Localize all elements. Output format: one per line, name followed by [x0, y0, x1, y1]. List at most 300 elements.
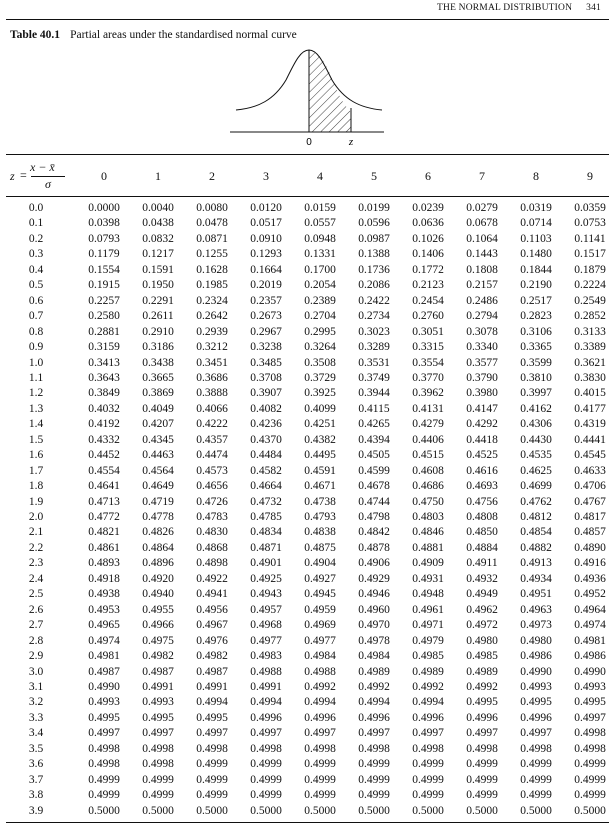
- table-row: [0, 357, 615, 372]
- row-z-value: 1.2: [28, 387, 44, 399]
- area-cell: 0.4394: [358, 434, 390, 446]
- area-cell: 0.1985: [196, 279, 228, 291]
- row-z-value: 3.3: [28, 712, 44, 724]
- area-cell: 0.4971: [412, 619, 444, 631]
- area-cell: 0.4115: [358, 403, 390, 415]
- table-row: [0, 805, 615, 820]
- area-cell: 0.4382: [304, 434, 336, 446]
- area-cell: 0.0987: [358, 233, 390, 245]
- area-cell: 0.4817: [574, 511, 606, 523]
- area-cell: 0.4999: [520, 758, 552, 770]
- area-cell: 0.4994: [196, 696, 228, 708]
- area-cell: 0.4969: [304, 619, 336, 631]
- area-cell: 0.4834: [250, 526, 282, 538]
- area-cell: 0.2852: [574, 310, 606, 322]
- area-cell: 0.1628: [196, 264, 228, 276]
- area-cell: 0.1844: [520, 264, 552, 276]
- table-row: [0, 372, 615, 387]
- area-cell: 0.3577: [466, 357, 498, 369]
- area-cell: 0.4999: [358, 774, 390, 786]
- area-cell: 0.4997: [520, 727, 552, 739]
- area-cell: 0.4934: [520, 573, 552, 585]
- column-header: 1: [155, 169, 161, 183]
- area-cell: 0.4991: [250, 681, 282, 693]
- table-row: [0, 789, 615, 804]
- area-cell: 0.4147: [466, 403, 498, 415]
- bottom-rule: [6, 822, 609, 823]
- area-cell: 0.4991: [142, 681, 174, 693]
- area-cell: 0.3485: [250, 357, 282, 369]
- area-cell: 0.4983: [250, 650, 282, 662]
- row-z-value: 3.2: [28, 696, 44, 708]
- area-cell: 0.4998: [250, 743, 282, 755]
- area-cell: 0.4938: [88, 588, 120, 600]
- table-row: [0, 279, 615, 294]
- column-header: 3: [263, 169, 269, 183]
- area-cell: 0.4932: [466, 573, 498, 585]
- running-head: [437, 3, 601, 13]
- area-cell: 0.2673: [250, 310, 282, 322]
- area-cell: 0.4931: [412, 573, 444, 585]
- formula-numerator: x − x̄: [30, 160, 55, 174]
- area-cell: 0.4918: [88, 573, 120, 585]
- area-cell: 0.2086: [358, 279, 390, 291]
- area-cell: 0.5000: [88, 805, 120, 817]
- area-cell: 0.1808: [466, 264, 498, 276]
- area-cell: 0.4896: [142, 557, 174, 569]
- area-cell: 0.4306: [520, 418, 552, 430]
- area-cell: 0.4641: [88, 480, 120, 492]
- area-cell: 0.4292: [466, 418, 498, 430]
- area-cell: 0.3023: [358, 326, 390, 338]
- area-cell: 0.4916: [574, 557, 606, 569]
- area-cell: 0.4357: [196, 434, 228, 446]
- area-cell: 0.4995: [142, 712, 174, 724]
- area-cell: 0.4854: [520, 526, 552, 538]
- area-cell: 0.2704: [304, 310, 336, 322]
- table-row: [0, 465, 615, 480]
- area-cell: 0.4974: [574, 619, 606, 631]
- area-cell: 0.2549: [574, 295, 606, 307]
- table-row: [0, 588, 615, 603]
- area-cell: 0.0596: [358, 217, 390, 229]
- row-z-value: 0.5: [28, 279, 44, 291]
- area-cell: 0.2389: [304, 295, 336, 307]
- area-cell: 0.4999: [412, 774, 444, 786]
- area-cell: 0.2422: [358, 295, 390, 307]
- row-z-value: 2.6: [28, 604, 44, 616]
- area-cell: 0.3159: [88, 341, 120, 353]
- area-cell: 0.3186: [142, 341, 174, 353]
- table-row: [0, 666, 615, 681]
- area-cell: 0.0398: [88, 217, 120, 229]
- area-cell: 0.4999: [574, 758, 606, 770]
- table-caption: [10, 29, 297, 41]
- area-cell: 0.4982: [142, 650, 174, 662]
- area-cell: 0.4966: [142, 619, 174, 631]
- area-cell: 0.3621: [574, 357, 606, 369]
- area-cell: 0.3849: [88, 387, 120, 399]
- area-cell: 0.4846: [412, 526, 444, 538]
- table-row: [0, 526, 615, 541]
- row-z-value: 1.5: [28, 434, 44, 446]
- table-row: [0, 542, 615, 557]
- table-row: [0, 326, 615, 341]
- area-cell: 0.4826: [142, 526, 174, 538]
- table-caption-label: Table 40.1: [10, 29, 61, 41]
- area-cell: 0.4608: [412, 465, 444, 477]
- table-row: [0, 650, 615, 665]
- area-cell: 0.0080: [196, 202, 228, 214]
- table-row: [0, 681, 615, 696]
- area-cell: 0.1255: [196, 248, 228, 260]
- area-cell: 0.4699: [520, 480, 552, 492]
- area-cell: 0.4767: [574, 496, 606, 508]
- area-cell: 0.1879: [574, 264, 606, 276]
- area-cell: 0.4505: [358, 449, 390, 461]
- area-cell: 0.4545: [574, 449, 606, 461]
- area-cell: 0.4952: [574, 588, 606, 600]
- area-cell: 0.4994: [412, 696, 444, 708]
- area-cell: 0.4995: [196, 712, 228, 724]
- area-cell: 0.4808: [466, 511, 498, 523]
- area-cell: 0.4993: [520, 681, 552, 693]
- area-cell: 0.4726: [196, 496, 228, 508]
- area-cell: 0.4452: [88, 449, 120, 461]
- z-axis-label: z: [348, 136, 354, 148]
- area-cell: 0.0517: [250, 217, 282, 229]
- area-cell: 0.4976: [196, 635, 228, 647]
- area-cell: 0.2054: [304, 279, 336, 291]
- area-cell: 0.4987: [88, 666, 120, 678]
- area-cell: 0.1772: [412, 264, 444, 276]
- area-cell: 0.4599: [358, 465, 390, 477]
- area-cell: 0.4990: [520, 666, 552, 678]
- column-header: 4: [317, 169, 323, 183]
- area-cell: 0.4999: [304, 789, 336, 801]
- row-z-value: 3.9: [28, 805, 44, 817]
- area-cell: 0.4803: [412, 511, 444, 523]
- row-z-value: 0.2: [28, 233, 44, 245]
- area-cell: 0.3438: [142, 357, 174, 369]
- column-header: 8: [533, 169, 539, 183]
- area-cell: 0.4974: [88, 635, 120, 647]
- area-cell: 0.4904: [304, 557, 336, 569]
- area-cell: 0.4515: [412, 449, 444, 461]
- table-row: [0, 264, 615, 279]
- area-cell: 0.0714: [520, 217, 552, 229]
- area-cell: 0.4616: [466, 465, 498, 477]
- table-row: [0, 573, 615, 588]
- area-cell: 0.4222: [196, 418, 228, 430]
- area-cell: 0.4996: [466, 712, 498, 724]
- area-cell: 0.4981: [574, 635, 606, 647]
- area-cell: 0.4963: [520, 604, 552, 616]
- area-cell: 0.4985: [412, 650, 444, 662]
- area-cell: 0.0199: [358, 202, 390, 214]
- area-cell: 0.5000: [304, 805, 336, 817]
- area-cell: 0.4772: [88, 511, 120, 523]
- area-cell: 0.3106: [520, 326, 552, 338]
- table-row: [0, 696, 615, 711]
- area-cell: 0.1103: [520, 233, 552, 245]
- column-header: 5: [371, 169, 377, 183]
- area-cell: 0.3749: [358, 372, 390, 384]
- area-cell: 0.4732: [250, 496, 282, 508]
- area-cell: 0.4236: [250, 418, 282, 430]
- area-cell: 0.5000: [358, 805, 390, 817]
- area-cell: 0.4693: [466, 480, 498, 492]
- z-formula: [8, 160, 66, 192]
- area-cell: 0.4999: [520, 789, 552, 801]
- area-cell: 0.4992: [412, 681, 444, 693]
- area-cell: 0.4582: [250, 465, 282, 477]
- area-cell: 0.4999: [412, 789, 444, 801]
- area-cell: 0.2995: [304, 326, 336, 338]
- area-cell: 0.4995: [88, 712, 120, 724]
- area-cell: 0.4591: [304, 465, 336, 477]
- area-cell: 0.1026: [412, 233, 444, 245]
- area-cell: 0.4656: [196, 480, 228, 492]
- area-cell: 0.0948: [304, 233, 336, 245]
- area-cell: 0.2324: [196, 295, 228, 307]
- area-cell: 0.3599: [520, 357, 552, 369]
- area-cell: 0.2454: [412, 295, 444, 307]
- area-cell: 0.4535: [520, 449, 552, 461]
- area-cell: 0.4625: [520, 465, 552, 477]
- area-cell: 0.4968: [250, 619, 282, 631]
- row-z-value: 1.1: [28, 372, 44, 384]
- row-z-value: 1.0: [28, 357, 44, 369]
- area-cell: 0.4993: [88, 696, 120, 708]
- area-cell: 0.4864: [142, 542, 174, 554]
- row-z-value: 3.4: [28, 727, 44, 739]
- area-cell: 0.4948: [412, 588, 444, 600]
- area-cell: 0.4977: [304, 635, 336, 647]
- z-symbol: z: [10, 169, 15, 183]
- area-cell: 0.4678: [358, 480, 390, 492]
- shaded-area: [309, 50, 351, 132]
- area-cell: 0.1331: [304, 248, 336, 260]
- area-cell: 0.1591: [142, 264, 174, 276]
- area-cell: 0.4998: [520, 743, 552, 755]
- area-cell: 0.4778: [142, 511, 174, 523]
- area-cell: 0.4998: [358, 743, 390, 755]
- area-cell: 0.4838: [304, 526, 336, 538]
- area-cell: 0.4192: [88, 418, 120, 430]
- area-cell: 0.3264: [304, 341, 336, 353]
- area-cell: 0.4664: [250, 480, 282, 492]
- area-cell: 0.4940: [142, 588, 174, 600]
- area-cell: 0.3830: [574, 372, 606, 384]
- area-cell: 0.1736: [358, 264, 390, 276]
- area-cell: 0.0557: [304, 217, 336, 229]
- area-cell: 0.4099: [304, 403, 336, 415]
- area-cell: 0.4990: [574, 666, 606, 678]
- table-row: [0, 496, 615, 511]
- table-row: [0, 635, 615, 650]
- area-cell: 0.4332: [88, 434, 120, 446]
- area-cell: 0.4049: [142, 403, 174, 415]
- table-row: [0, 202, 615, 217]
- area-cell: 0.4962: [466, 604, 498, 616]
- area-cell: 0.1179: [88, 248, 120, 260]
- row-z-value: 2.5: [28, 588, 44, 600]
- row-z-value: 2.3: [28, 557, 44, 569]
- area-cell: 0.4989: [466, 666, 498, 678]
- area-cell: 0.4988: [250, 666, 282, 678]
- area-cell: 0.4909: [412, 557, 444, 569]
- area-cell: 0.4821: [88, 526, 120, 538]
- table-row: [0, 774, 615, 789]
- area-cell: 0.4956: [196, 604, 228, 616]
- area-cell: 0.4995: [520, 696, 552, 708]
- area-cell: 0.4927: [304, 573, 336, 585]
- row-z-value: 2.8: [28, 635, 44, 647]
- area-cell: 0.4925: [250, 573, 282, 585]
- area-cell: 0.2019: [250, 279, 282, 291]
- area-cell: 0.4066: [196, 403, 228, 415]
- table-row: [0, 511, 615, 526]
- area-cell: 0.4564: [142, 465, 174, 477]
- area-cell: 0.4756: [466, 496, 498, 508]
- area-cell: 0.0120: [250, 202, 282, 214]
- area-cell: 0.4994: [358, 696, 390, 708]
- equals-sign: =: [20, 168, 27, 182]
- area-cell: 0.5000: [196, 805, 228, 817]
- area-cell: 0.0319: [520, 202, 552, 214]
- area-cell: 0.4999: [466, 774, 498, 786]
- area-cell: 0.1141: [574, 233, 606, 245]
- table-row: [0, 387, 615, 402]
- area-cell: 0.4953: [88, 604, 120, 616]
- area-cell: 0.4941: [196, 588, 228, 600]
- area-cell: 0.4875: [304, 542, 336, 554]
- area-cell: 0.4999: [304, 774, 336, 786]
- area-cell: 0.3051: [412, 326, 444, 338]
- area-cell: 0.4936: [574, 573, 606, 585]
- area-cell: 0.4959: [304, 604, 336, 616]
- area-cell: 0.1480: [520, 248, 552, 260]
- area-cell: 0.1293: [250, 248, 282, 260]
- area-cell: 0.0279: [466, 202, 498, 214]
- table-row: [0, 248, 615, 263]
- column-header: 2: [209, 169, 215, 183]
- area-cell: 0.4750: [412, 496, 444, 508]
- table-row: [0, 434, 615, 449]
- area-cell: 0.3289: [358, 341, 390, 353]
- area-cell: 0.4946: [358, 588, 390, 600]
- area-cell: 0.4984: [358, 650, 390, 662]
- area-cell: 0.4997: [250, 727, 282, 739]
- area-cell: 0.4995: [466, 696, 498, 708]
- area-cell: 0.4994: [304, 696, 336, 708]
- area-cell: 0.4783: [196, 511, 228, 523]
- area-cell: 0.5000: [466, 805, 498, 817]
- area-cell: 0.5000: [574, 805, 606, 817]
- row-z-value: 0.0: [28, 202, 44, 214]
- area-cell: 0.3531: [358, 357, 390, 369]
- area-cell: 0.3078: [466, 326, 498, 338]
- area-cell: 0.1517: [574, 248, 606, 260]
- area-cell: 0.4980: [466, 635, 498, 647]
- area-cell: 0.4890: [574, 542, 606, 554]
- area-cell: 0.0832: [142, 233, 174, 245]
- normal-curve-figure: [228, 46, 388, 150]
- area-cell: 0.4884: [466, 542, 498, 554]
- area-cell: 0.4265: [358, 418, 390, 430]
- area-cell: 0.4995: [574, 696, 606, 708]
- row-z-value: 3.1: [28, 681, 44, 693]
- area-cell: 0.2190: [520, 279, 552, 291]
- area-cell: 0.0636: [412, 217, 444, 229]
- area-cell: 0.2257: [88, 295, 120, 307]
- area-cell: 0.4999: [142, 774, 174, 786]
- area-cell: 0.4999: [574, 789, 606, 801]
- area-cell: 0.2794: [466, 310, 498, 322]
- area-cell: 0.3315: [412, 341, 444, 353]
- row-z-value: 3.0: [28, 666, 44, 678]
- area-cell: 0.2224: [574, 279, 606, 291]
- area-cell: 0.4999: [250, 789, 282, 801]
- table-row: [0, 712, 615, 727]
- area-cell: 0.0871: [196, 233, 228, 245]
- row-z-value: 2.4: [28, 573, 44, 585]
- area-cell: 0.4991: [196, 681, 228, 693]
- table-row: [0, 418, 615, 433]
- area-cell: 0.4495: [304, 449, 336, 461]
- area-cell: 0.4871: [250, 542, 282, 554]
- area-cell: 0.4998: [574, 743, 606, 755]
- area-cell: 0.4929: [358, 573, 390, 585]
- area-cell: 0.0753: [574, 217, 606, 229]
- area-cell: 0.3980: [466, 387, 498, 399]
- area-cell: 0.4997: [574, 712, 606, 724]
- area-cell: 0.3708: [250, 372, 282, 384]
- area-cell: 0.4015: [574, 387, 606, 399]
- area-cell: 0.3770: [412, 372, 444, 384]
- area-cell: 0.4985: [466, 650, 498, 662]
- table-row: [0, 604, 615, 619]
- area-cell: 0.4032: [88, 403, 120, 415]
- area-cell: 0.4999: [304, 758, 336, 770]
- area-cell: 0.4975: [142, 635, 174, 647]
- area-cell: 0.4738: [304, 496, 336, 508]
- table-row: [0, 758, 615, 773]
- area-cell: 0.1406: [412, 248, 444, 260]
- area-cell: 0.4999: [358, 758, 390, 770]
- row-z-value: 1.3: [28, 403, 44, 415]
- area-cell: 0.4881: [412, 542, 444, 554]
- area-cell: 0.2967: [250, 326, 282, 338]
- row-z-value: 3.8: [28, 789, 44, 801]
- area-cell: 0.4868: [196, 542, 228, 554]
- row-z-value: 0.4: [28, 264, 44, 276]
- area-cell: 0.4979: [412, 635, 444, 647]
- row-z-value: 3.5: [28, 743, 44, 755]
- area-cell: 0.4131: [412, 403, 444, 415]
- area-cell: 0.2517: [520, 295, 552, 307]
- area-cell: 0.4949: [466, 588, 498, 600]
- area-cell: 0.4177: [574, 403, 606, 415]
- formula-denominator: σ: [45, 177, 51, 191]
- area-cell: 0.3888: [196, 387, 228, 399]
- area-cell: 0.4719: [142, 496, 174, 508]
- area-cell: 0.4793: [304, 511, 336, 523]
- area-cell: 0.2123: [412, 279, 444, 291]
- area-cell: 0.4986: [520, 650, 552, 662]
- area-cell: 0.4998: [412, 743, 444, 755]
